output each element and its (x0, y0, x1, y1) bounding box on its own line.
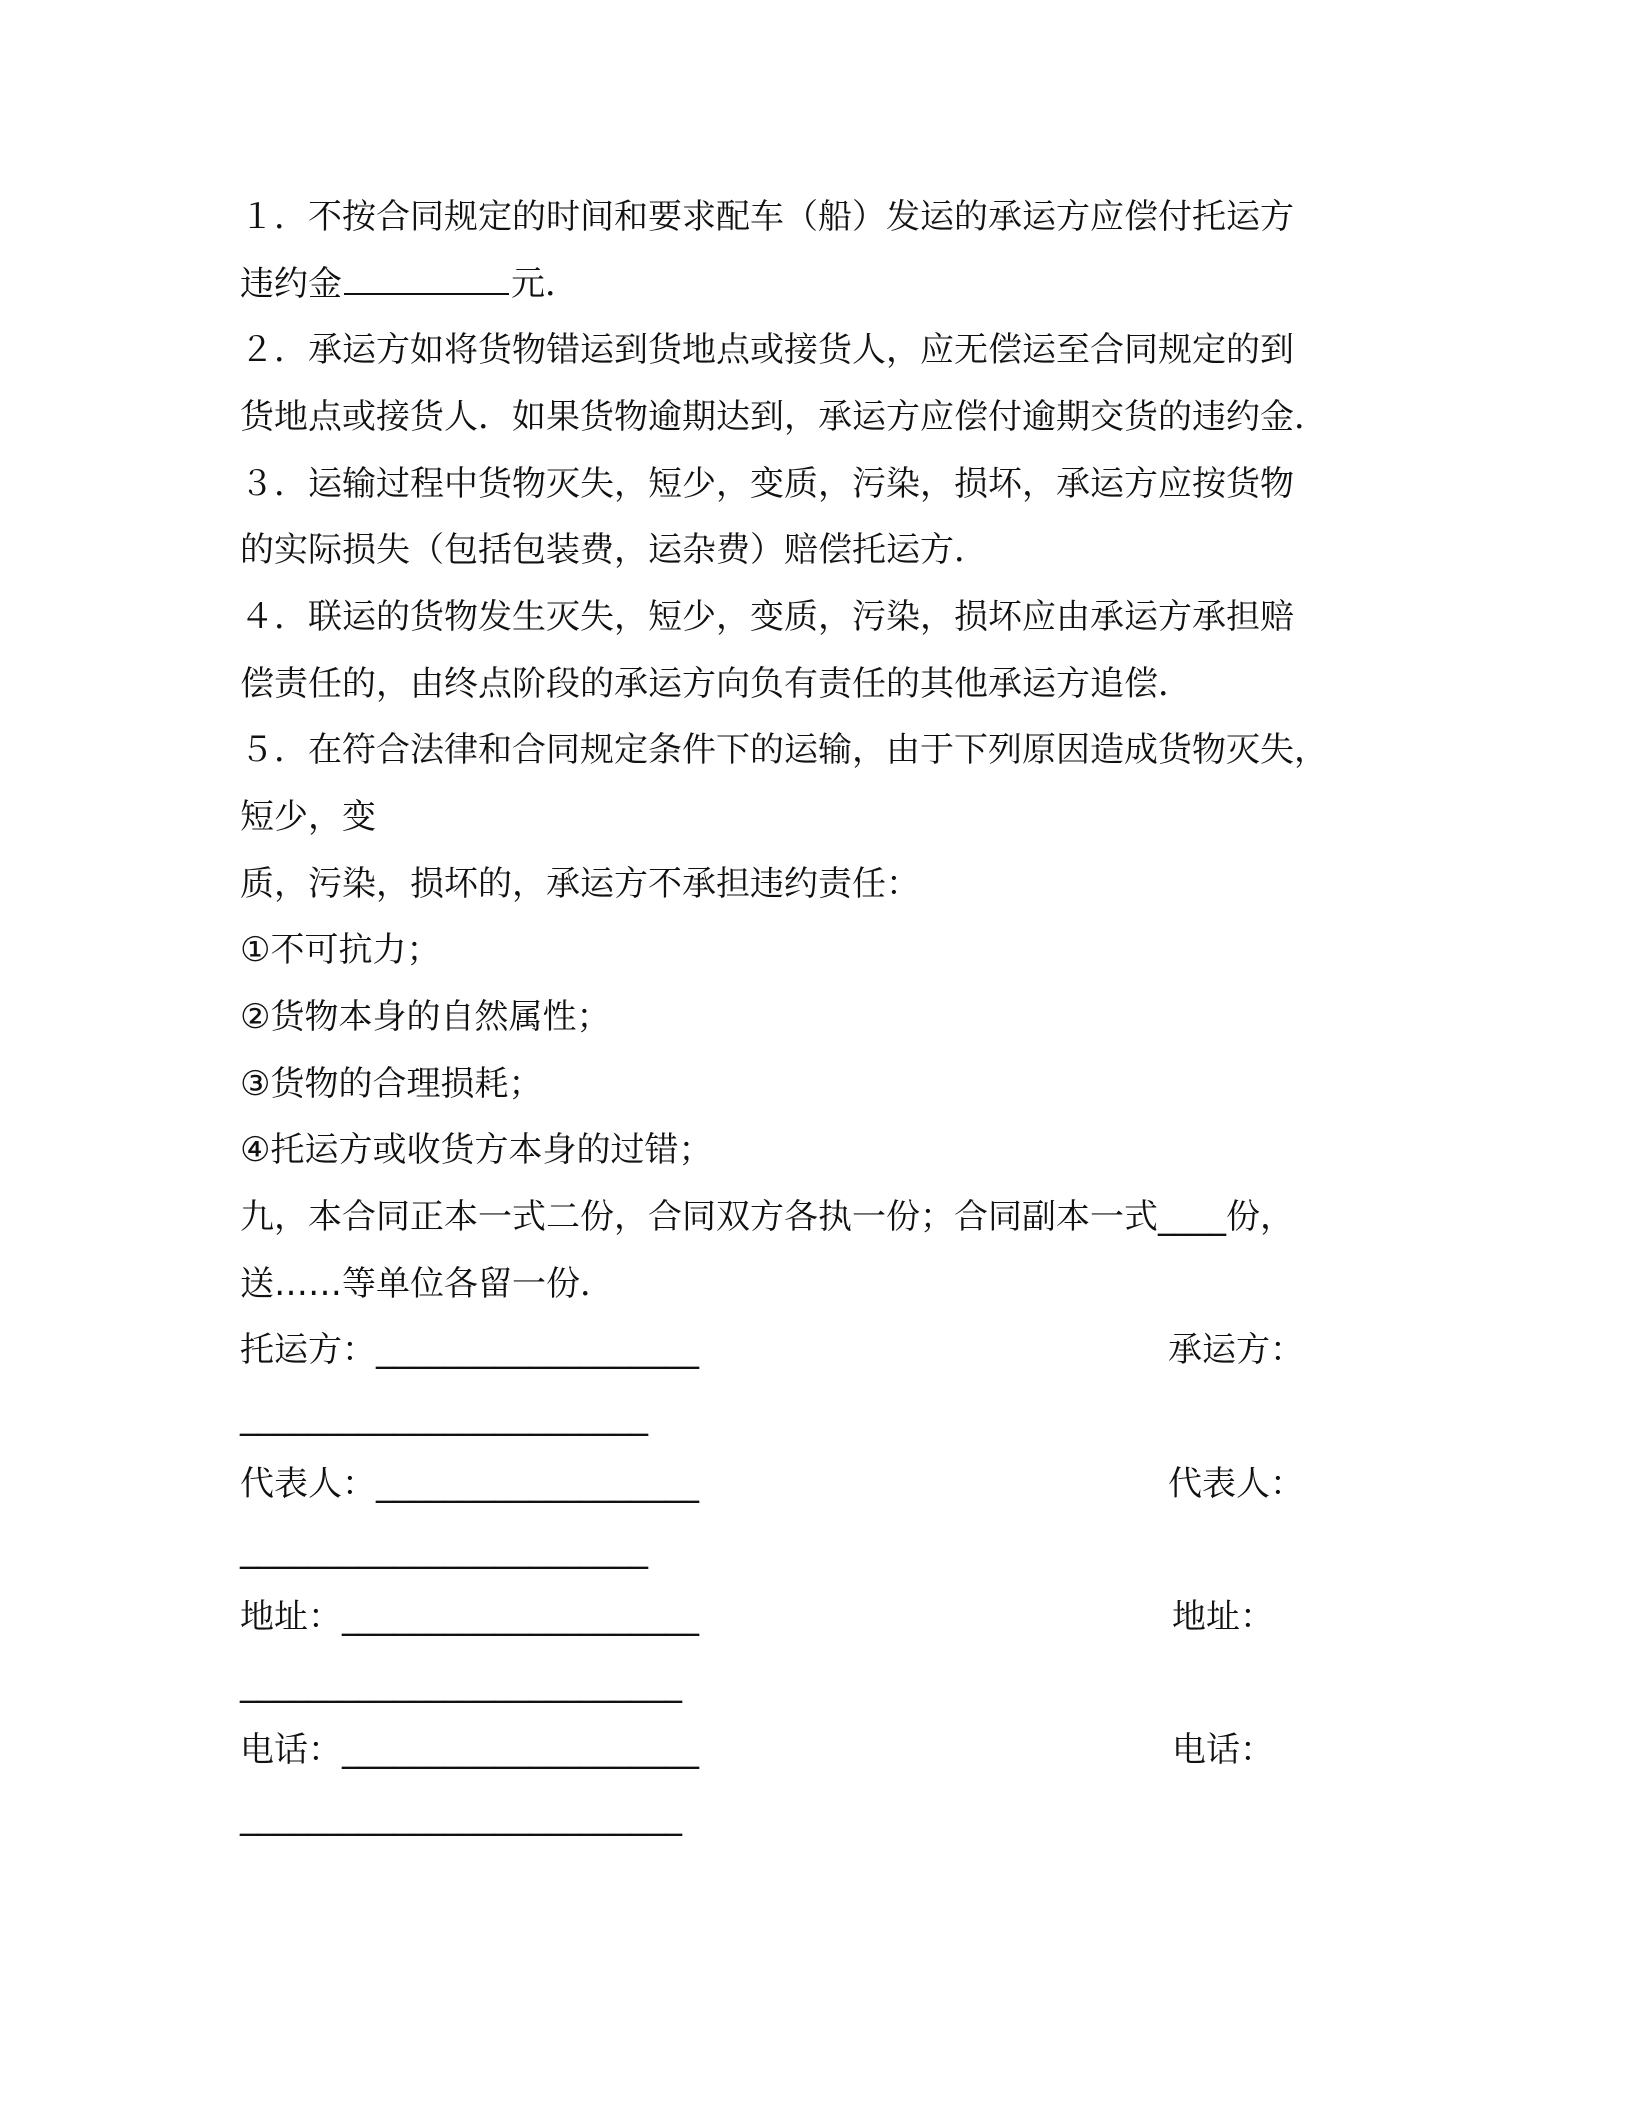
exemption-item-3: ③货物的合理损耗； (240, 1064, 543, 1104)
clause-2-line-1: ２．承运方如将货物错运到货地点或接货人，应无偿运至合同规定的到 (240, 330, 1294, 370)
representative-right-label: 代表人： (1168, 1464, 1304, 1504)
representative-left-field: 代表人：___________________ (240, 1464, 699, 1504)
clause-9-line-1: 九，本合同正本一式二份，合同双方各执一份；合同副本一式____份， (240, 1197, 1294, 1237)
clause-5-line-2: 短少，变 (240, 797, 376, 837)
phone-blank-line: __________________________ (240, 1797, 682, 1837)
penalty-amount-blank (344, 263, 509, 295)
address-left-field: 地址：_____________________ (240, 1597, 699, 1637)
clause-1-line-1: １．不按合同规定的时间和要求配车（船）发运的承运方应偿付托运方 (240, 197, 1294, 237)
clause-9-line-2: 送……等单位各留一份． (240, 1264, 614, 1304)
clause-5-line-3: 质，污染，损坏的，承运方不承担违约责任： (240, 864, 920, 904)
currency-unit: 元． (511, 264, 579, 304)
clause-4-line-1: ４．联运的货物发生灭失，短少，变质，污染，损坏应由承运方承担赔 (240, 597, 1294, 637)
clause-1-line-2 (240, 262, 1390, 306)
clause-3-line-2: 的实际损失（包括包装费，运杂费）赔偿托运方． (240, 530, 988, 570)
representative-blank-line: ________________________ (240, 1530, 648, 1570)
clause-2-line-2: 货地点或接货人．如果货物逾期达到，承运方应偿付逾期交货的违约金． (240, 397, 1328, 437)
exemption-item-1: ①不可抗力； (240, 930, 441, 970)
clause-4-line-2: 偿责任的，由终点阶段的承运方向负有责任的其他承运方追偿． (240, 664, 1192, 704)
exemption-item-4: ④托运方或收货方本身的过错； (240, 1130, 713, 1170)
exemption-item-2: ②货物本身的自然属性； (240, 997, 611, 1037)
phone-right-label: 电话： (1172, 1730, 1274, 1770)
shipper-field: 托运方：___________________ (240, 1330, 699, 1370)
phone-left-field: 电话：_____________________ (240, 1730, 699, 1770)
carrier-label: 承运方： (1168, 1330, 1304, 1370)
clause-3-line-1: ３．运输过程中货物灭失，短少，变质，污染，损坏，承运方应按货物 (240, 464, 1294, 504)
clause-5-line-1: ５．在符合法律和合同规定条件下的运输，由于下列原因造成货物灭失， (240, 730, 1328, 770)
address-right-label: 地址： (1172, 1597, 1274, 1637)
penalty-label: 违约金 (240, 264, 342, 304)
address-blank-line: __________________________ (240, 1664, 682, 1704)
carrier-blank-line: ________________________ (240, 1397, 648, 1437)
